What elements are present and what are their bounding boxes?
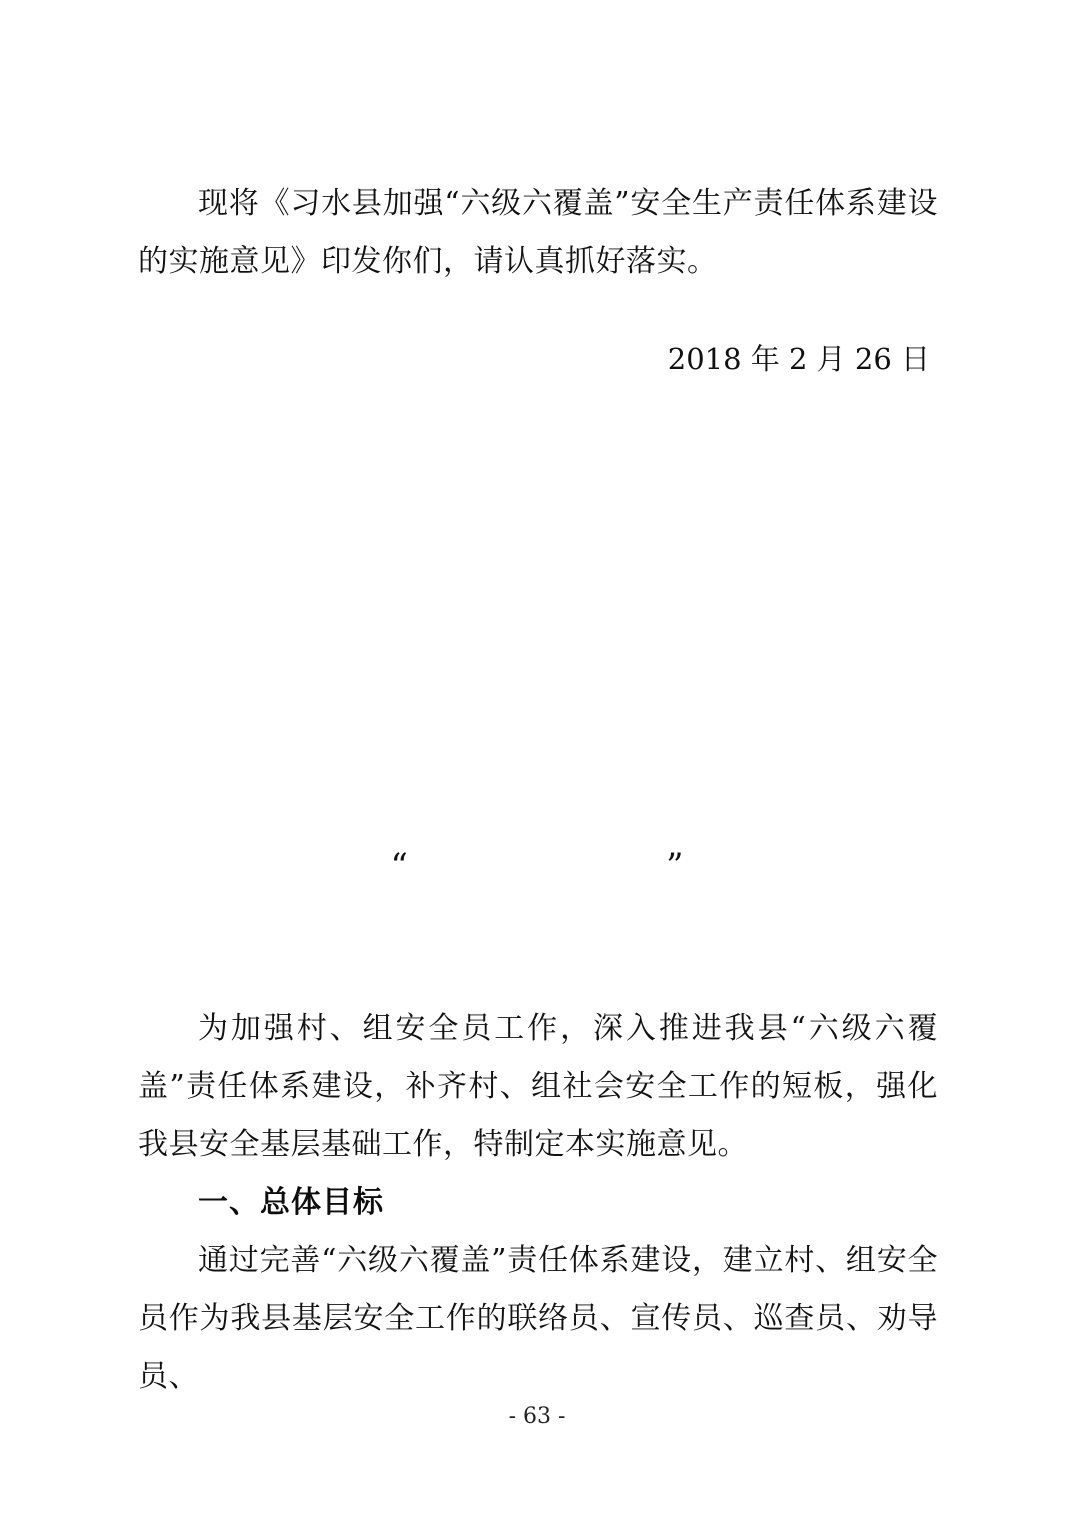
date-line: 2018 年 2 月 26 日 xyxy=(667,342,930,376)
body-paragraph-intro: 为加强村、组安全员工作，深入推进我县“六级六覆盖”责任体系建设，补齐村、组社会安全工作的短板，强化我县安全基层基础工作，特制定本实施意见。 xyxy=(138,1011,938,1162)
body-paragraph-goal: 通过完善“六级六覆盖”责任体系建设，建立村、组安全员作为我县基层安全工作的联络员、宣传员、巡查员、劝导员、 xyxy=(138,1243,938,1394)
notice-block xyxy=(138,175,938,291)
document-title: “ ” xyxy=(390,846,686,886)
section-heading-overall-goal: 一、总体目标 xyxy=(198,1185,384,1220)
page-number: - 63 - xyxy=(508,1404,566,1429)
notice-paragraph: 现将《习水县加强“六级六覆盖”安全生产责任体系建设的实施意见》印发你们，请认真抓好落实。 xyxy=(138,186,938,279)
body-block xyxy=(138,1000,938,1406)
